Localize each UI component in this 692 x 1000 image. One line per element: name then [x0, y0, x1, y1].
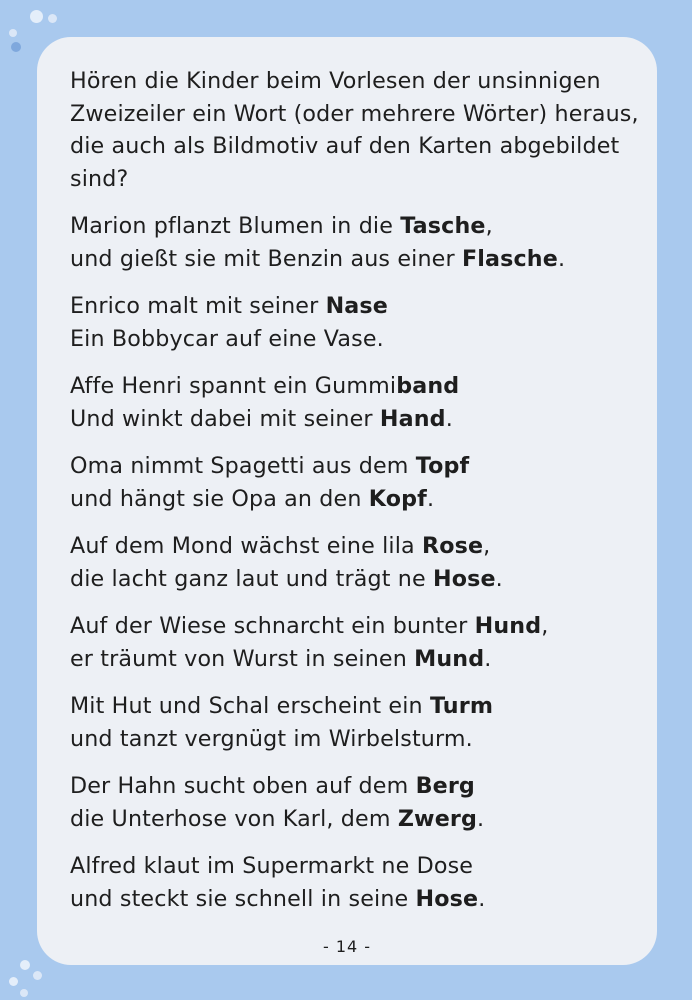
verse	[70, 690, 640, 755]
decorative-dot	[30, 10, 43, 23]
intro-question	[70, 65, 640, 195]
keyword: band	[396, 373, 460, 399]
verse-line-1: Enrico malt mit seiner Nase	[70, 293, 388, 319]
verse-line-1: Auf der Wiese schnarcht ein bunter Hund,	[70, 613, 549, 639]
decorative-dot	[20, 960, 30, 970]
keyword: Tasche	[400, 213, 486, 239]
verse-line-1: Affe Henri spannt ein Gummiband	[70, 373, 460, 399]
verse	[70, 530, 640, 595]
verse-line-2: und gießt sie mit Benzin aus einer Flasche.	[70, 245, 566, 272]
verse	[70, 770, 640, 835]
verse-line-2: die lacht ganz laut und trägt ne Hose.	[70, 565, 503, 592]
verse-line-1: Mit Hut und Schal erscheint ein Turm	[70, 693, 494, 719]
content-card	[37, 37, 657, 965]
keyword: Hand	[379, 405, 446, 432]
verse-line-2: Ein Bobbycar auf eine Vase.	[70, 325, 384, 352]
verse	[70, 210, 640, 275]
verse-line-2: und steckt sie schnell in seine Hose.	[70, 885, 486, 912]
verse-line-2: und hängt sie Opa an den Kopf.	[70, 485, 435, 512]
verse	[70, 850, 640, 915]
verse-line-1: Marion pflanzt Blumen in die Tasche,	[70, 213, 493, 239]
verse-line-2: die Unterhose von Karl, dem Zwerg.	[70, 805, 485, 832]
keyword: Zwerg	[397, 805, 478, 832]
intro-line: Hören die Kinder beim Vorlesen der unsinnigen	[70, 68, 601, 94]
decorative-dot	[33, 971, 42, 980]
keyword: Kopf	[368, 485, 427, 512]
verse-line-2: Und winkt dabei mit seiner Hand.	[70, 405, 453, 432]
intro-line: sind?	[70, 165, 129, 192]
intro-line: Zweizeiler ein Wort (oder mehrere Wörter) heraus,	[70, 100, 639, 127]
decorative-dot	[11, 42, 21, 52]
decorative-dot	[9, 29, 17, 37]
verse-line-1: Alfred klaut im Supermarkt ne Dose	[70, 853, 474, 879]
verse	[70, 450, 640, 515]
intro-line: die auch als Bildmotiv auf den Karten abgebildet	[70, 133, 620, 159]
keyword: Rose	[421, 533, 484, 559]
keyword: Hose	[432, 565, 496, 592]
keyword: Flasche	[461, 245, 558, 272]
keyword: Berg	[415, 773, 475, 799]
keyword: Hund	[474, 613, 542, 639]
keyword: Hose	[415, 885, 479, 912]
decorative-dot	[48, 14, 57, 23]
keyword: Turm	[429, 693, 494, 719]
verse	[70, 370, 640, 435]
verse	[70, 290, 640, 355]
verse	[70, 610, 640, 675]
verse-line-2: und tanzt vergnügt im Wirbelsturm.	[70, 725, 473, 752]
verse-line-1: Der Hahn sucht oben auf dem Berg	[70, 773, 475, 799]
page-number: - 14 -	[322, 937, 372, 956]
verse-line-2: er träumt von Wurst in seinen Mund.	[70, 645, 492, 672]
decorative-dot	[9, 977, 18, 986]
decorative-dot	[20, 989, 28, 997]
verse-line-1: Oma nimmt Spagetti aus dem Topf	[70, 453, 470, 479]
keyword: Mund	[414, 645, 485, 672]
keyword: Topf	[415, 453, 470, 479]
verse-line-1: Auf dem Mond wächst eine lila Rose,	[70, 533, 491, 559]
text-body	[70, 65, 640, 930]
keyword: Nase	[325, 293, 388, 319]
